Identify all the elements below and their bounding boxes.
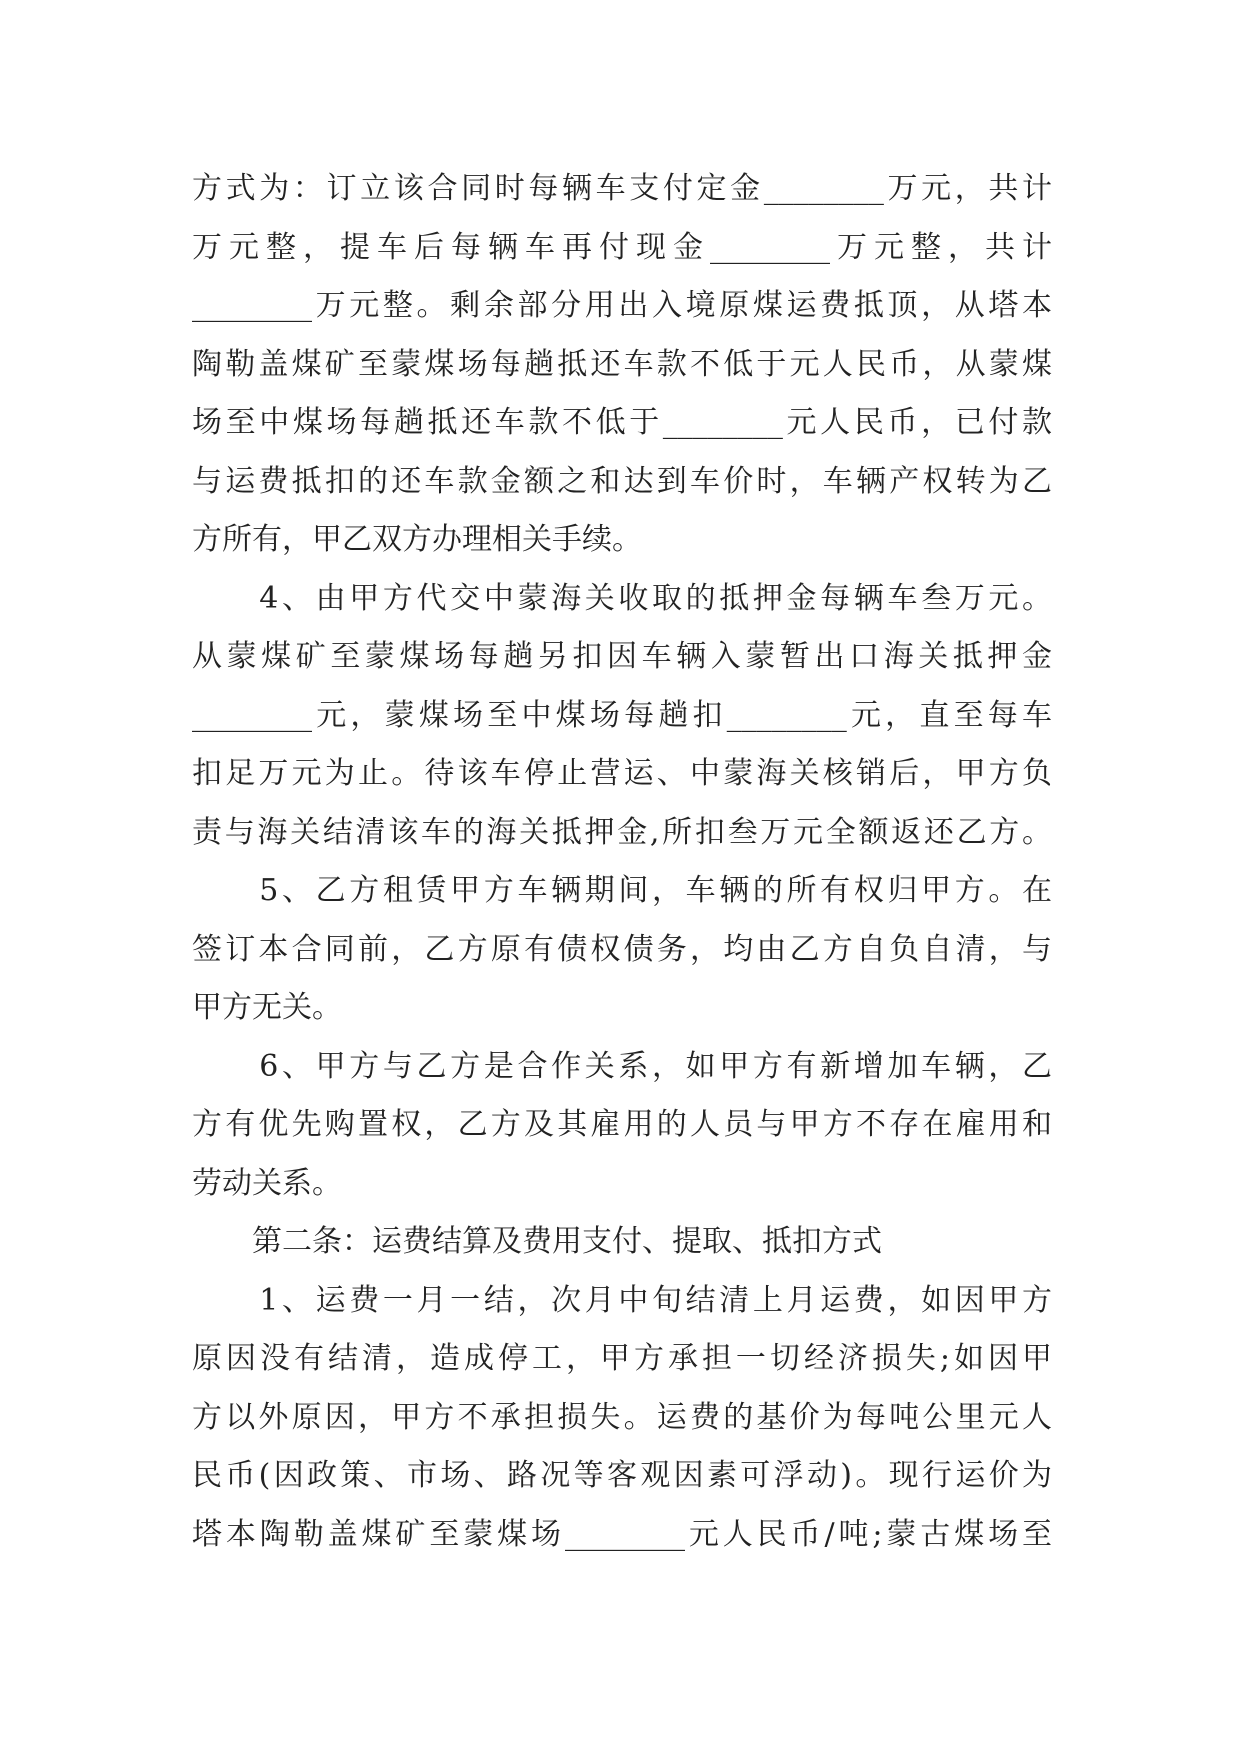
section-heading: 第二条：运费结算及费用支付、提取、抵扣方式 xyxy=(192,1224,882,1259)
text-line: 民币(因政策、市场、路况等客观因素可浮动)。现行运价为 xyxy=(192,1458,1052,1493)
text-line: 方以外原因，甲方不承担损失。运费的基价为每吨公里元人 xyxy=(192,1399,1052,1435)
text-line: 与运费抵扣的还车款金额之和达到车价时，车辆产权转为乙 xyxy=(192,463,1052,499)
text-line: 甲方无关。 xyxy=(192,990,342,1025)
document-body xyxy=(192,160,1052,1564)
text-line: 场至中煤场每趟抵还车款不低于________元人民币，已付款 xyxy=(192,405,1052,440)
text-line: ________万元整。剩余部分用出入境原煤运费抵顶，从塔本 xyxy=(192,288,1052,323)
text-line: 签订本合同前，乙方原有债权债务，均由乙方自负自清，与 xyxy=(192,931,1052,967)
text-line: 万元整，提车后每辆车再付现金________万元整，共计 xyxy=(192,229,1052,265)
text-line: 方有优先购置权，乙方及其雇用的人员与甲方不存在雇用和 xyxy=(192,1107,1052,1142)
text-line: 陶勒盖煤矿至蒙煤场每趟抵还车款不低于元人民币，从蒙煤 xyxy=(192,346,1052,382)
text-line: 从蒙煤矿至蒙煤场每趟另扣因车辆入蒙暂出口海关抵押金 xyxy=(192,639,1052,674)
text-line: 4、由甲方代交中蒙海关收取的抵押金每辆车叁万元。 xyxy=(192,580,1052,616)
text-line: ________元，蒙煤场至中煤场每趟扣________元，直至每车 xyxy=(192,697,1052,733)
text-line: 1、运费一月一结，次月中旬结清上月运费，如因甲方 xyxy=(192,1282,1052,1318)
text-line: 责与海关结清该车的海关抵押金,所扣叁万元全额返还乙方。 xyxy=(192,814,1052,850)
text-line: 5、乙方租赁甲方车辆期间，车辆的所有权归甲方。在 xyxy=(192,873,1052,908)
text-line: 6、甲方与乙方是合作关系，如甲方有新增加车辆，乙 xyxy=(192,1048,1052,1084)
text-line: 塔本陶勒盖煤矿至蒙煤场________元人民币/吨;蒙古煤场至 xyxy=(192,1516,1052,1552)
text-line: 劳动关系。 xyxy=(192,1165,342,1201)
text-line: 方所有，甲乙双方办理相关手续。 xyxy=(192,522,642,557)
text-line: 扣足万元为止。待该车停止营运、中蒙海关核销后，甲方负 xyxy=(192,756,1052,791)
text-line: 原因没有结清，造成停工，甲方承担一切经济损失;如因甲 xyxy=(192,1341,1052,1376)
text-line: 方式为：订立该合同时每辆车支付定金________万元，共计 xyxy=(192,171,1052,206)
